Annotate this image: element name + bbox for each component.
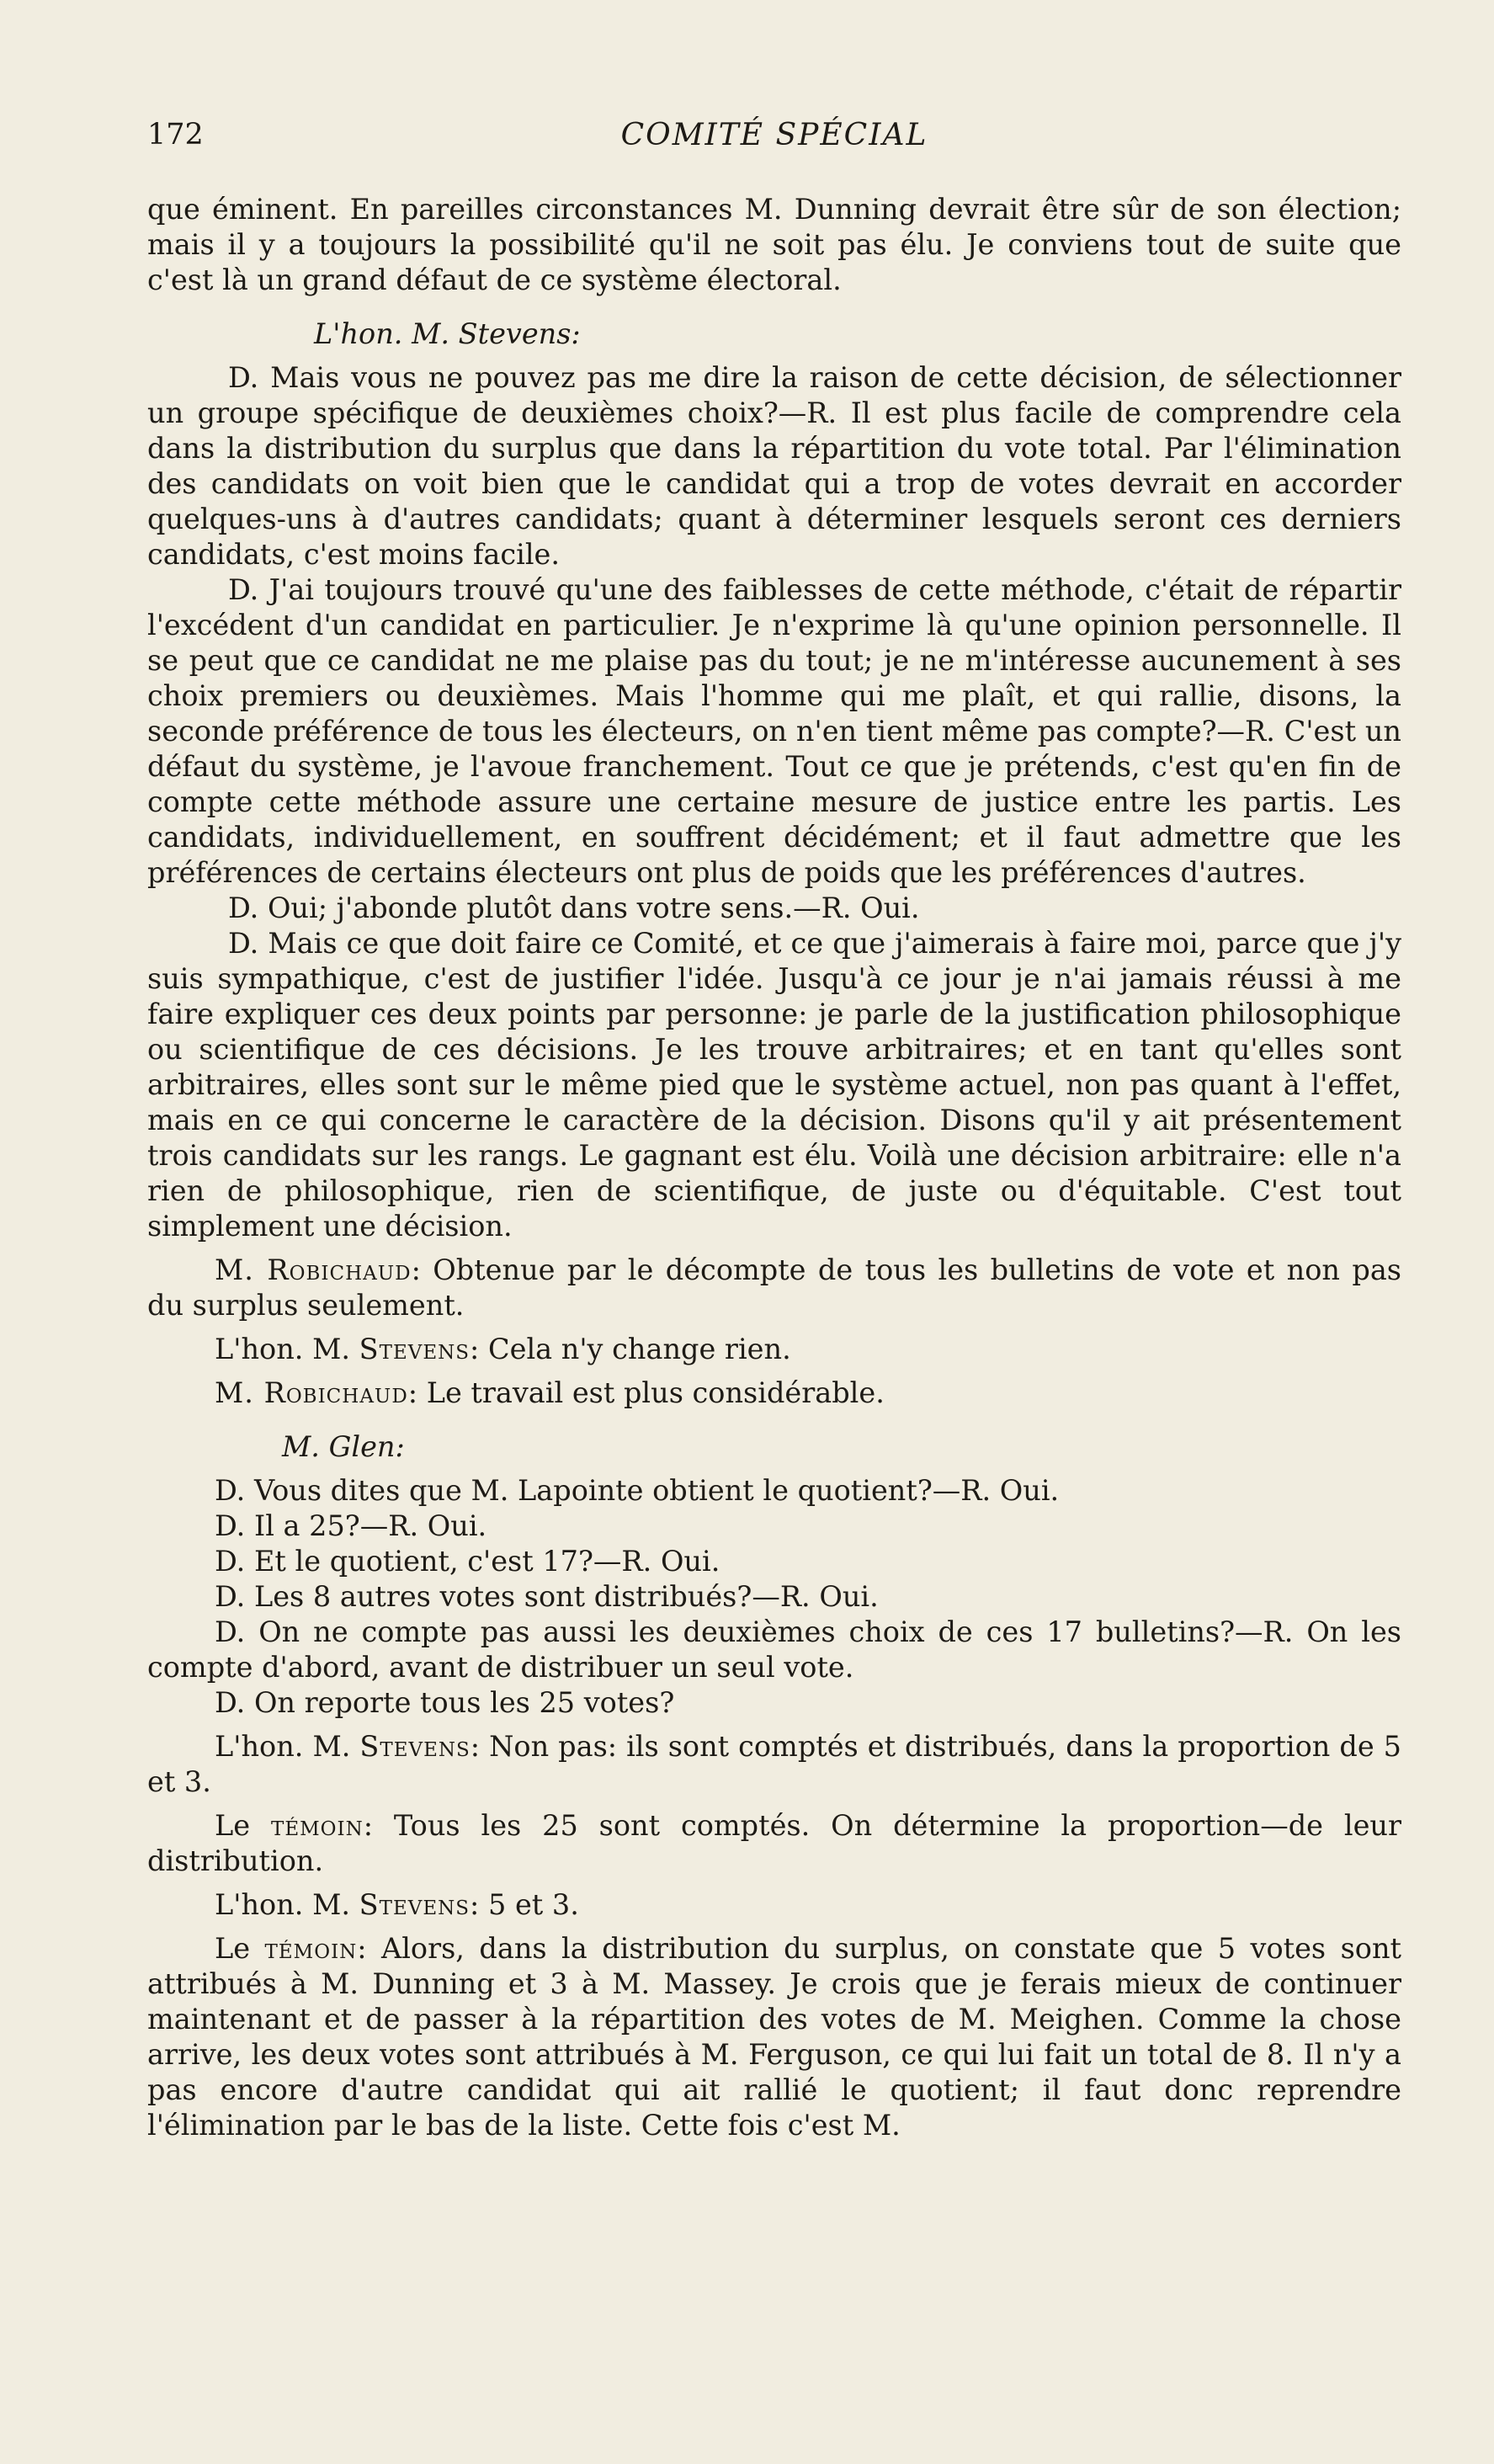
speech-text: : Obtenue par le décompte de tous les bulletins de vote et non pas du surplus seulement. — [147, 1253, 1401, 1322]
paragraph — [147, 1808, 1401, 1879]
paragraph — [147, 1729, 1401, 1800]
speaker-prefix: L'hon. M. — [215, 1333, 359, 1365]
body-text — [147, 192, 1401, 2143]
speaker-name: Stevens — [359, 1333, 471, 1365]
paragraph: D. J'ai toujours trouvé qu'une des faiblesses de cette méthode, c'était de répartir l'excédent d'un candidat en particulier. Je n'exprime là qu'une opinion personnelle. Il se peut que ce candidat ne me plaise pas du tout; je ne m'intéresse aucunement à ses choix premiers ou deuxièmes. Mais l'homme qui me plaît, et qui rallie, disons, la seconde préférence de tous les électeurs, on n'en tient même pas compte?—R. C'est un défaut du système, je l'avoue franchement. Tout ce que je prétends, c'est qu'en fin de compte cette méthode assure une certaine mesure de justice entre les partis. Les candidats, individuellement, en souffrent décidément; et il faut admettre que les préférences de certains électeurs ont plus de poids que les préférences d'autres. — [147, 573, 1401, 889]
speaker-name: M. Robichaud — [215, 1253, 412, 1286]
speaker-prefix: Le — [215, 1809, 271, 1842]
question-line: D. Vous dites que M. Lapointe obtient le quotient?—R. Oui. — [215, 1474, 1060, 1507]
paragraph: D. Mais ce que doit faire ce Comité, et ce que j'aimerais à faire moi, parce que j'y suis sympathique, c'est de justifier l'idée. Jusqu'à ce jour je n'ai jamais réussi à me faire expliquer ces deux points par personne: je parle de la justification philosophique ou scientifique de ces décisions. Je les trouve arbitraires; et en tant qu'elles sont arbitraires, elles sont sur le même pied que le système actuel, non pas quant à l'effet, mais en ce qui concerne le caractère de la décision. Disons qu'il y ait présentement trois candidats sur les rangs. Le gagnant est élu. Voilà une décision arbitraire: elle n'a rien de philosophique, rien de scientifique, de juste ou d'équitable. C'est tout simplement une décision. — [147, 927, 1401, 1243]
speaker-heading: M. Glen: — [282, 1430, 405, 1463]
speaker-name: M. Robichaud — [215, 1376, 408, 1409]
speaker-prefix: Le — [215, 1932, 265, 1965]
question-line: D. Il a 25?—R. Oui. — [215, 1509, 487, 1542]
speech-text: : Le travail est plus considérable. — [407, 1376, 885, 1409]
speech-text: : Alors, dans la distribution du surplus, on constate que 5 votes sont attribués à M. Dunning et 3 à M. Massey. Je crois que je ferais mieux de continuer maintenant et de passer à la répartition des votes de M. Meighen. Comme la chose arrive, les deux votes sont attribués à M. Ferguson, ce qui lui fait un total de 8. Il n'y a pas encore d'autre candidat qui ait rallié le quotient; il faut donc reprendre l'élimination par le bas de la liste. Cette fois c'est M. — [147, 1932, 1401, 2142]
paragraph — [147, 1931, 1401, 2143]
question-line: D. On reporte tous les 25 votes? — [215, 1686, 675, 1719]
paragraph — [147, 1887, 1401, 1923]
page-number: 172 — [147, 118, 204, 152]
speaker-prefix: L'hon. M. — [215, 1730, 360, 1763]
question-line: D. On ne compte pas aussi les deuxièmes choix de ces 17 bulletins?—R. On les compte d'abord, avant de distribuer un seul vote. — [147, 1615, 1401, 1684]
running-title: COMITÉ SPÉCIAL — [620, 118, 928, 152]
question-line: D. Les 8 autres votes sont distribués?—R. Oui. — [215, 1580, 879, 1613]
paragraph — [147, 1376, 1401, 1411]
speaker-heading: L'hon. M. Stevens: — [314, 317, 581, 350]
paragraph — [147, 1253, 1401, 1323]
speaker-name: témoin — [264, 1932, 358, 1965]
speaker-name: Stevens — [359, 1888, 471, 1921]
speech-text: : 5 et 3. — [470, 1888, 579, 1921]
speech-text: : Tous les 25 sont comptés. On détermine la proportion—de leur distribution. — [147, 1809, 1401, 1877]
paragraph: que éminent. En pareilles circonstances M. Dunning devrait être sûr de son élection; mais il y a toujours la possibilité qu'il ne soit pas élu. Je conviens tout de suite que c'est là un grand défaut de ce système électoral. — [147, 193, 1401, 296]
paragraph: D. Oui; j'abonde plutôt dans votre sens.—R. Oui. — [228, 891, 920, 924]
speech-text: : Cela n'y change rien. — [470, 1333, 791, 1365]
speaker-name: Stevens — [359, 1730, 471, 1763]
speaker-prefix: L'hon. M. — [215, 1888, 359, 1921]
speaker-name: témoin — [270, 1809, 364, 1842]
speech-text: : Non pas: ils sont comptés et distribués, dans la proportion de 5 et 3. — [147, 1730, 1401, 1798]
paragraph: D. Mais vous ne pouvez pas me dire la raison de cette décision, de sélectionner un groupe spécifique de deuxièmes choix?—R. Il est plus facile de comprendre cela dans la distribution du surplus que dans la répartition du vote total. Par l'élimination des candidats on voit bien que le candidat qui a trop de votes devrait en accorder quelques-uns à d'autres candidats; quant à déterminer lesquels seront ces derniers candidats, c'est moins facile. — [147, 361, 1401, 571]
page-header — [147, 118, 1401, 165]
paragraph — [147, 1332, 1401, 1367]
question-line: D. Et le quotient, c'est 17?—R. Oui. — [215, 1545, 720, 1578]
